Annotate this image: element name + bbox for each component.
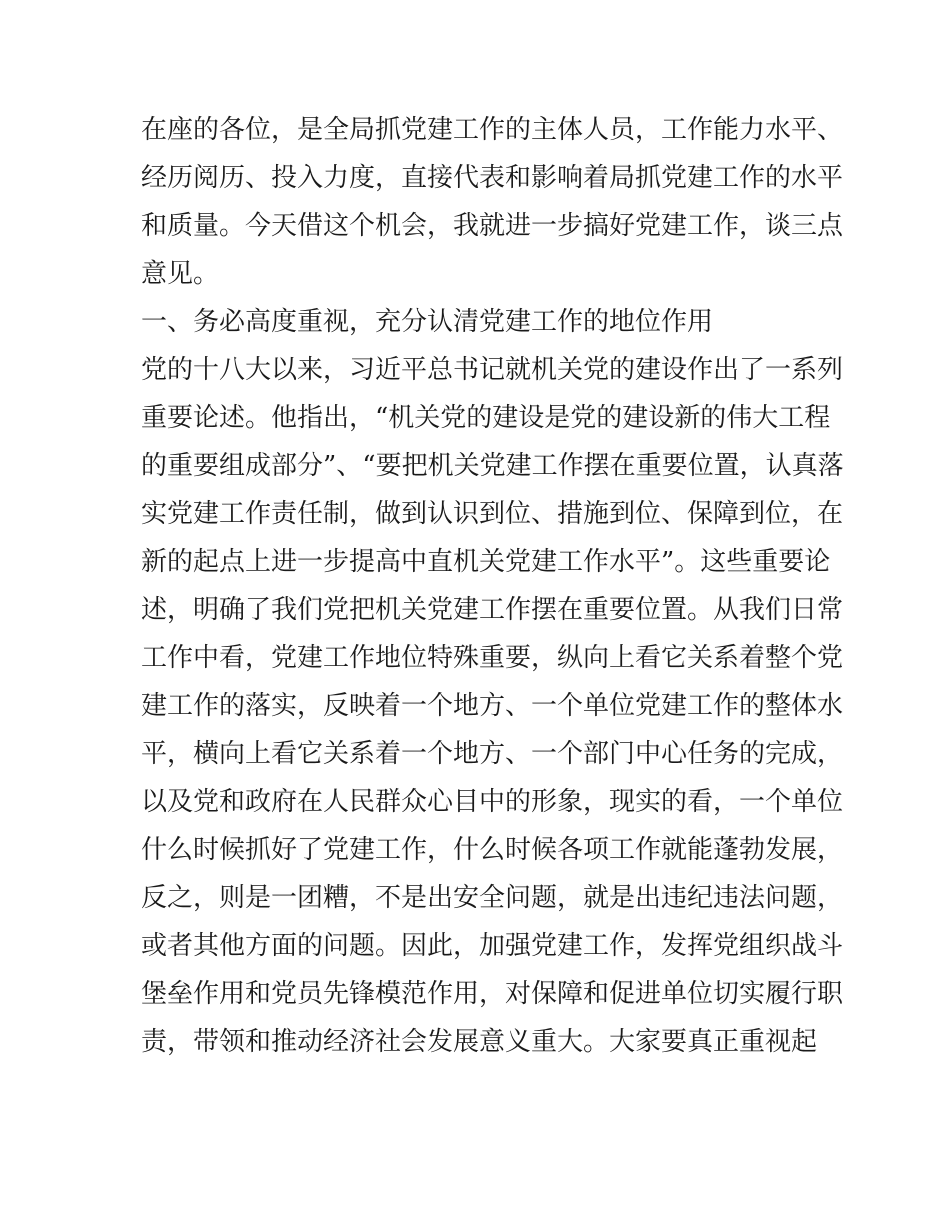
paragraph-line: 工作中看，党建工作地位特殊重要，纵向上看它关系着整个党	[141, 643, 844, 673]
paragraph-line: 平，横向上看它关系着一个地方、一个部门中心任务的完成，	[141, 739, 844, 769]
paragraph-line: 经历阅历、投入力度，直接代表和影响着局抓党建工作的水平	[141, 163, 844, 193]
paragraph-line: 什么时候抓好了党建工作，什么时候各项工作就能蓬勃发展，	[141, 835, 844, 865]
paragraph-line: 建工作的落实，反映着一个地方、一个单位党建工作的整体水	[141, 691, 844, 721]
section-heading: 一、务必高度重视，充分认清党建工作的地位作用	[141, 307, 714, 337]
paragraph-line: 或者其他方面的问题。因此，加强党建工作，发挥党组织战斗	[141, 931, 844, 961]
paragraph-line: 述，明确了我们党把机关党建工作摆在重要位置。从我们日常	[141, 595, 844, 625]
paragraph-line: 责，带领和推动经济社会发展意义重大。大家要真正重视起	[141, 1027, 818, 1057]
paragraph-line: 和质量。今天借这个机会，我就进一步搞好党建工作，谈三点	[141, 211, 844, 241]
paragraph-line: 新的起点上进一步提高中直机关党建工作水平”。这些重要论	[141, 547, 831, 577]
document-body	[141, 106, 844, 1066]
paragraph-line: 反之，则是一团糟，不是出安全问题，就是出违纪违法问题，	[141, 883, 844, 913]
paragraph-line: 党的十八大以来，习近平总书记就机关党的建设作出了一系列	[141, 355, 844, 385]
paragraph-line: 以及党和政府在人民群众心目中的形象，现实的看，一个单位	[141, 787, 844, 817]
paragraph-line: 的重要组成部分”、“要把机关党建工作摆在重要位置，认真落	[141, 451, 844, 481]
paragraph-line: 意见。	[141, 259, 220, 289]
paragraph-line: 重要论述。他指出，“机关党的建设是党的建设新的伟大工程	[141, 403, 831, 433]
paragraph-line: 堡垒作用和党员先锋模范作用，对保障和促进单位切实履行职	[141, 979, 844, 1009]
paragraph-line: 实党建工作责任制，做到认识到位、措施到位、保障到位，在	[141, 499, 844, 529]
paragraph-line: 在座的各位，是全局抓党建工作的主体人员，工作能力水平、	[141, 115, 844, 145]
